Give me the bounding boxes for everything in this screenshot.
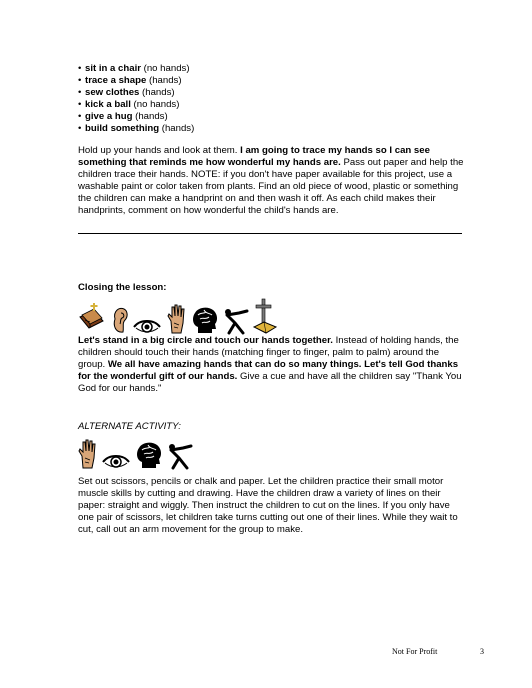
list-item: • trace a shape (hands)	[78, 75, 182, 86]
activity-list	[78, 63, 194, 135]
brain-icon	[134, 440, 164, 470]
closing-paragraph: Let's stand in a big circle and touch our hands together. Instead of holding hands, the children should touch their hands (matching finger to finger, palm to palm) around the group. We all have amazing hands that can do so many things. Let's tell God thanks for the wonderful gift of our hands. Give a cue and have all the children say "Thank You God for our hands."	[78, 335, 462, 394]
alternate-activity-paragraph: Set out scissors, pencils or chalk and paper. Let the children practice their small motor muscle skills by cutting and drawing. Have the children draw a variety of lines on their paper: straight and wiggly. Then instruct the children to cut on the lines. If you only have one pair of scissors, let children take turns cutting out one of their lines. While they wait to cut, call out an arm movement for the group to make.	[78, 476, 458, 535]
closing-icon-row	[76, 297, 278, 335]
eye-icon	[132, 317, 162, 335]
ear-icon	[109, 305, 129, 335]
alternate-activity-heading: ALTERNATE ACTIVITY:	[78, 421, 181, 432]
stretching-person-icon	[167, 442, 193, 470]
list-item: • sit in a chair (no hands)	[78, 63, 190, 74]
list-item: • sew clothes (hands)	[78, 87, 175, 98]
section-divider	[78, 233, 462, 234]
brain-icon	[190, 305, 220, 335]
bible-icon	[76, 299, 106, 335]
page-number: 3	[480, 647, 484, 656]
eye-icon	[101, 452, 131, 470]
alternate-icon-row	[76, 438, 193, 470]
stretching-person-icon	[223, 307, 249, 335]
list-item: • kick a ball (no hands)	[78, 99, 180, 110]
list-item: • build something (hands)	[78, 123, 195, 134]
trace-hands-paragraph: Hold up your hands and look at them. I am going to trace my hands so I can see something that reminds me how wonderful my hands are. Pass out paper and help the children trace their hands. NOTE: if you don't have paper available for this project, use a washable paint or color taken from plants. Find an old piece of wood, plastic or something the children can make a handprint on and then wash it off. As each child makes their handprints, comment on how wonderful the child's hands are.	[78, 145, 464, 216]
cross-icon	[252, 297, 278, 335]
footer-text: Not For Profit	[392, 647, 438, 656]
closing-heading: Closing the lesson:	[78, 282, 167, 293]
hand-icon	[165, 303, 187, 335]
list-item: • give a hug (hands)	[78, 111, 168, 122]
hand-icon	[76, 438, 98, 470]
